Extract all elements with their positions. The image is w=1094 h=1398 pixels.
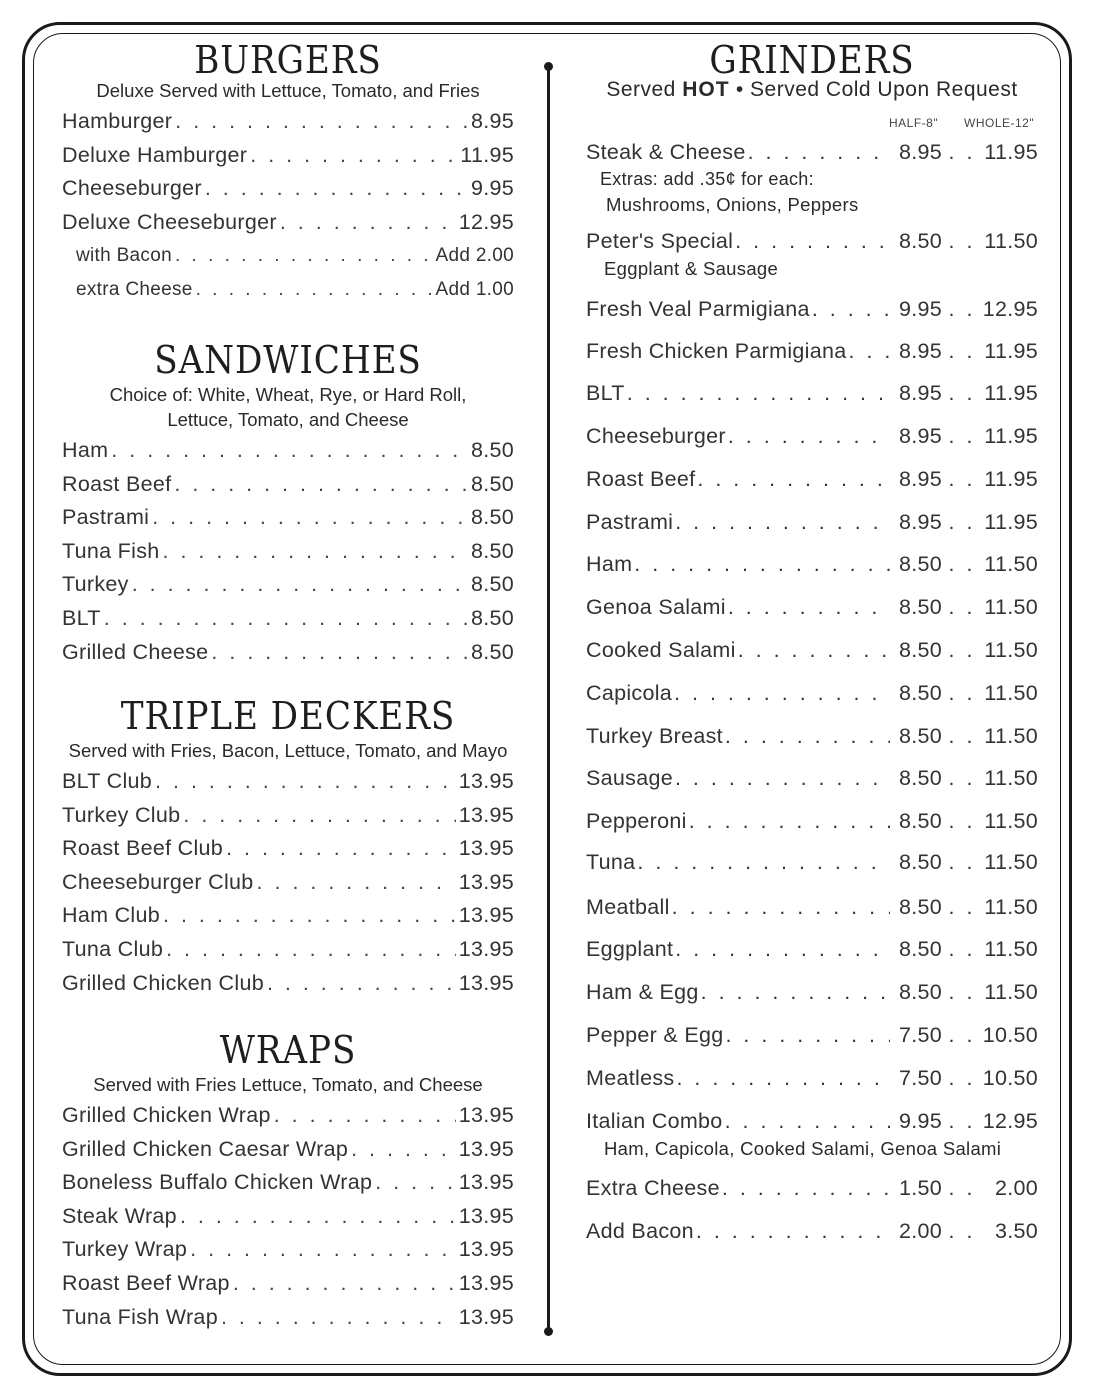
item-name: Roast Beef Wrap [62, 1270, 230, 1295]
grinder-item [586, 137, 1038, 217]
item-name: Grilled Chicken Caesar Wrap [62, 1136, 349, 1161]
separator-dots: . . [948, 552, 976, 576]
grinders-header [586, 38, 1038, 102]
leader-dots [166, 933, 456, 967]
whole-price: 12.95 [982, 1109, 1038, 1133]
leader-dots [250, 139, 457, 173]
item-price: 13.95 [458, 769, 514, 793]
half-price: 8.50 [898, 595, 942, 619]
item-name: Capicola [586, 681, 673, 705]
item-name: Cooked Salami [586, 638, 736, 662]
menu-item [62, 172, 514, 206]
leader-dots [174, 468, 468, 502]
leader-dots [725, 1106, 890, 1136]
separator-dots: . . [948, 1066, 976, 1090]
item-price: 13.95 [458, 1103, 514, 1127]
leader-dots [152, 501, 468, 535]
whole-price: 11.50 [984, 766, 1038, 790]
sandwiches-section [62, 338, 514, 669]
triple-deckers-section [62, 694, 514, 1000]
menu-item [62, 535, 514, 569]
separator-dots: . . [948, 766, 976, 790]
wraps-title: WRAPS [219, 1028, 357, 1072]
triple-deckers-subtitle: Served with Fries, Bacon, Lettuce, Tomato, and Mayo [68, 740, 508, 761]
grinder-item [586, 1063, 1038, 1093]
leader-dots [812, 294, 890, 324]
leader-dots [274, 1099, 456, 1133]
menu-item [62, 1099, 514, 1133]
item-name: Ham Club [62, 903, 160, 928]
leader-dots [674, 678, 890, 708]
separator-dots: . . [948, 467, 976, 491]
item-price: 8.50 [470, 471, 514, 496]
leader-dots [849, 336, 890, 366]
item-price: 8.95 [470, 109, 514, 133]
grinder-item [586, 892, 1038, 922]
half-price: 9.95 [898, 1109, 942, 1133]
leader-dots [155, 765, 456, 799]
menu-item [62, 434, 514, 468]
item-name: BLT [62, 605, 101, 630]
triple-deckers-list [62, 765, 514, 1000]
leader-dots [725, 1020, 890, 1050]
half-price: 1.50 [898, 1176, 942, 1200]
leader-dots [196, 273, 433, 307]
half-price: 7.50 [898, 1066, 942, 1090]
item-price: 8.50 [470, 605, 514, 630]
item-name: Grilled Cheese [62, 639, 209, 664]
leader-dots [267, 967, 456, 1001]
grinder-item [586, 378, 1038, 408]
separator-dots: . . [948, 937, 976, 961]
whole-price: 11.95 [984, 339, 1038, 363]
leader-dots [748, 137, 890, 167]
item-name: Peter's Special [586, 229, 734, 253]
leader-dots [676, 1063, 890, 1093]
grinders-subtitle-pre: Served [606, 78, 683, 101]
item-name: Cheeseburger [586, 424, 726, 448]
burgers-section [62, 38, 514, 307]
item-name: Roast Beef [62, 471, 172, 496]
grinder-item [586, 549, 1038, 579]
whole-price: 11.50 [984, 724, 1038, 748]
leader-dots [675, 934, 890, 964]
item-name: Grilled Chicken Wrap [62, 1103, 271, 1127]
whole-price: 10.50 [982, 1066, 1038, 1090]
half-price: 8.95 [898, 140, 942, 164]
item-name: Turkey Club [62, 802, 181, 827]
item-price: 8.50 [470, 438, 514, 462]
item-price: 8.50 [470, 639, 514, 664]
separator-dots: . . [948, 595, 976, 619]
half-price: 8.95 [898, 381, 942, 405]
item-name: Pastrami [586, 510, 674, 534]
leader-dots [634, 549, 890, 579]
item-price: 9.95 [470, 176, 514, 201]
grinders-subtitle-hot: HOT [682, 78, 730, 101]
item-note: Ham, Capicola, Cooked Salami, Genoa Salami [604, 1138, 1002, 1159]
item-name: Extra Cheese [586, 1176, 720, 1200]
leader-dots [675, 763, 890, 793]
item-name: BLT [586, 381, 625, 405]
whole-price: 2.00 [994, 1176, 1038, 1200]
menu-item [62, 568, 514, 602]
menu-item [62, 139, 514, 173]
item-price: Add 1.00 [435, 279, 514, 301]
half-price: 8.50 [898, 724, 942, 748]
item-price: 13.95 [458, 1304, 514, 1329]
item-price: 13.95 [458, 1237, 514, 1262]
separator-dots: . . [948, 381, 976, 405]
item-name: Meatball [586, 895, 670, 919]
leader-dots [104, 602, 468, 636]
half-price: 8.50 [898, 229, 942, 253]
sandwiches-title: SANDWICHES [154, 338, 422, 382]
leader-dots [351, 1133, 456, 1167]
item-name: BLT Club [62, 769, 153, 793]
item-name: Roast Beef [586, 467, 696, 491]
leader-dots [697, 464, 890, 494]
item-note: Eggplant & Sausage [604, 258, 779, 279]
leader-dots [722, 1173, 890, 1203]
separator-dots: . . [948, 1219, 976, 1243]
half-price: 8.95 [898, 510, 942, 534]
leader-dots [175, 239, 433, 273]
menu-item [62, 765, 514, 799]
half-price: 8.95 [898, 339, 942, 363]
separator-dots: . . [948, 1023, 976, 1047]
menu-item [62, 501, 514, 535]
half-price: 8.50 [898, 638, 942, 662]
sandwiches-subtitle-1: Choice of: White, Wheat, Rye, or Hard Roll, [109, 384, 467, 405]
item-name: Sausage [586, 766, 673, 790]
grinders-title: GRINDERS [709, 38, 915, 82]
separator-dots: . . [948, 510, 976, 534]
item-name: extra Cheese [76, 279, 193, 301]
menu-item [62, 636, 514, 670]
item-price: 13.95 [458, 1170, 514, 1195]
separator-dots: . . [948, 980, 976, 1004]
leader-dots [163, 535, 468, 569]
grinder-item [586, 635, 1038, 665]
item-price: 8.50 [470, 538, 514, 563]
grinder-item [586, 507, 1038, 537]
separator-dots: . . [948, 809, 976, 833]
leader-dots [175, 105, 468, 139]
grinder-item [586, 678, 1038, 708]
item-price: 13.95 [458, 1270, 514, 1295]
item-name: Deluxe Hamburger [62, 142, 248, 167]
item-name: Pastrami [62, 505, 150, 530]
menu-item [62, 206, 514, 240]
grinder-item [586, 977, 1038, 1007]
item-name: Fresh Chicken Parmigiana [586, 339, 847, 363]
item-name: Steak & Cheese [586, 140, 746, 164]
item-note: Extras: add .35¢ for each: [600, 169, 814, 189]
whole-price: 11.50 [984, 809, 1038, 833]
item-name: Fresh Veal Parmigiana [586, 297, 810, 321]
menu-item [62, 1133, 514, 1167]
grinder-item [586, 934, 1038, 964]
grinder-item [586, 1106, 1038, 1161]
separator-dots: . . [948, 724, 976, 748]
item-name: Turkey Wrap [62, 1237, 188, 1262]
leader-dots [221, 1301, 456, 1335]
item-name: Ham & Egg [586, 980, 699, 1004]
leader-dots [257, 866, 456, 900]
item-name: with Bacon [76, 245, 172, 267]
wraps-subtitle: Served with Fries Lettuce, Tomato, and Cheese [93, 1074, 483, 1095]
whole-price: 11.50 [984, 980, 1038, 1004]
grinder-item [586, 1216, 1038, 1246]
item-price: 12.95 [458, 209, 514, 234]
item-name: Turkey [62, 572, 129, 597]
item-name: Deluxe Cheeseburger [62, 209, 277, 234]
whole-price: 3.50 [994, 1219, 1038, 1243]
grinder-item [586, 294, 1038, 324]
item-name: Tuna Fish Wrap [62, 1304, 218, 1329]
separator-dots: . . [948, 1176, 976, 1200]
item-price: 13.95 [458, 903, 514, 928]
item-name: Ham [62, 438, 109, 462]
whole-price: 10.50 [982, 1023, 1038, 1047]
leader-dots [675, 507, 890, 537]
grinder-item [586, 763, 1038, 793]
item-name: Meatless [586, 1066, 675, 1090]
item-name: Cheeseburger [62, 176, 202, 201]
leader-dots [180, 1200, 456, 1234]
whole-price: 12.95 [982, 297, 1038, 321]
grinder-item [586, 1020, 1038, 1050]
separator-dots: . . [948, 1109, 976, 1133]
item-price: 13.95 [458, 1203, 514, 1228]
item-name: Hamburger [62, 109, 173, 133]
whole-price: 11.50 [984, 937, 1038, 961]
half-price: 8.50 [898, 681, 942, 705]
item-name: Eggplant [586, 937, 674, 961]
leader-dots [211, 636, 468, 670]
half-price: 8.50 [898, 850, 942, 874]
item-name: Add Bacon [586, 1219, 694, 1243]
burgers-subtitle: Deluxe Served with Lettuce, Tomato, and Fries [96, 80, 480, 101]
leader-dots [233, 1267, 456, 1301]
item-name: Genoa Salami [586, 595, 726, 619]
menu-item [62, 105, 514, 139]
menu-item [62, 832, 514, 866]
separator-dots: . . [948, 424, 976, 448]
item-price: 13.95 [458, 970, 514, 995]
whole-price: 11.50 [984, 552, 1038, 576]
leader-dots [205, 172, 468, 206]
grinder-item [586, 592, 1038, 622]
separator-dots: . . [948, 638, 976, 662]
size-half-label: HALF-8" [889, 116, 939, 130]
leader-dots [226, 832, 456, 866]
menu-item [62, 1200, 514, 1234]
grinder-item [586, 464, 1038, 494]
half-price: 8.50 [898, 809, 942, 833]
menu-item [62, 1267, 514, 1301]
separator-dots: . . [948, 140, 976, 164]
item-price: Add 2.00 [435, 245, 514, 267]
item-name: Grilled Chicken Club [62, 970, 264, 995]
whole-price: 11.95 [984, 424, 1038, 448]
grinders-subtitle-post: • Served Cold Upon Request [729, 78, 1018, 101]
item-name: Cheeseburger Club [62, 869, 254, 894]
leader-dots [132, 568, 468, 602]
leader-dots [728, 421, 890, 451]
whole-price: 11.95 [984, 140, 1038, 164]
item-name: Roast Beef Club [62, 836, 224, 861]
leader-dots [696, 1216, 890, 1246]
whole-price: 11.50 [984, 895, 1038, 919]
half-price: 2.00 [898, 1219, 942, 1243]
item-name: Boneless Buffalo Chicken Wrap [62, 1170, 373, 1195]
grinder-item [586, 226, 1038, 281]
item-price: 13.95 [458, 936, 514, 961]
item-price: 13.95 [458, 836, 514, 861]
half-price: 9.95 [898, 297, 942, 321]
grinder-item [586, 721, 1038, 751]
item-name: Tuna Fish [62, 538, 160, 563]
grinder-item [586, 806, 1038, 836]
whole-price: 11.95 [984, 467, 1038, 491]
separator-dots: . . [948, 681, 976, 705]
sandwiches-list [62, 434, 514, 669]
item-price: 13.95 [458, 869, 514, 894]
leader-dots [375, 1166, 455, 1200]
item-note-2: Mushrooms, Onions, Peppers [606, 194, 859, 215]
item-name: Tuna Club [62, 936, 164, 961]
item-price: 11.95 [460, 142, 514, 167]
wraps-section [62, 1028, 514, 1334]
menu-item [62, 602, 514, 636]
menu-item [62, 468, 514, 502]
menu-item [62, 239, 514, 273]
grinder-item [586, 1173, 1038, 1203]
menu-item [62, 1166, 514, 1200]
half-price: 8.95 [898, 467, 942, 491]
burgers-title: BURGERS [194, 38, 382, 82]
whole-price: 11.95 [984, 510, 1038, 534]
item-name: Italian Combo [586, 1109, 723, 1133]
half-price: 8.95 [898, 424, 942, 448]
leader-dots [280, 206, 456, 240]
column-divider [547, 66, 550, 1332]
menu-item [62, 899, 514, 933]
sandwiches-subtitle-2: Lettuce, Tomato, and Cheese [167, 409, 409, 430]
whole-price: 11.50 [984, 681, 1038, 705]
menu-item [62, 1301, 514, 1335]
item-price: 13.95 [458, 802, 514, 827]
item-price: 13.95 [458, 1136, 514, 1161]
burgers-list [62, 105, 514, 307]
separator-dots: . . [948, 850, 976, 874]
whole-price: 11.50 [984, 595, 1038, 619]
whole-price: 11.50 [984, 638, 1038, 662]
item-name: Pepper & Egg [586, 1023, 724, 1047]
leader-dots [637, 847, 890, 877]
whole-price: 11.95 [984, 381, 1038, 405]
item-price: 8.50 [470, 572, 514, 597]
menu-item [62, 799, 514, 833]
whole-price: 11.50 [984, 229, 1038, 253]
item-name: Pepperoni [586, 809, 687, 833]
leader-dots [672, 892, 890, 922]
half-price: 8.50 [898, 980, 942, 1004]
grinder-item [586, 847, 1038, 877]
separator-dots: . . [948, 229, 976, 253]
menu-item [62, 967, 514, 1001]
leader-dots [627, 378, 890, 408]
triple-deckers-title: TRIPLE DECKERS [120, 694, 456, 738]
item-name: Steak Wrap [62, 1203, 177, 1228]
leader-dots [738, 635, 890, 665]
separator-dots: . . [948, 895, 976, 919]
size-whole-label: WHOLE-12" [964, 116, 1035, 130]
leader-dots [689, 806, 890, 836]
leader-dots [183, 799, 455, 833]
grinder-item [586, 336, 1038, 366]
item-name: Turkey Breast [586, 724, 723, 748]
leader-dots [735, 226, 890, 256]
item-name: Tuna [586, 850, 636, 874]
leader-dots [190, 1233, 456, 1267]
leader-dots [728, 592, 890, 622]
wraps-list [62, 1099, 514, 1334]
separator-dots: . . [948, 297, 976, 321]
leader-dots [701, 977, 890, 1007]
half-price: 8.50 [898, 552, 942, 576]
half-price: 8.50 [898, 937, 942, 961]
leader-dots [163, 899, 456, 933]
leader-dots [111, 434, 468, 468]
separator-dots: . . [948, 339, 976, 363]
item-price: 8.50 [470, 505, 514, 530]
whole-price: 11.50 [984, 850, 1038, 874]
half-price: 8.50 [898, 895, 942, 919]
leader-dots [725, 721, 890, 751]
menu-item [62, 1233, 514, 1267]
menu-item [62, 866, 514, 900]
menu-item [62, 273, 514, 307]
half-price: 7.50 [898, 1023, 942, 1047]
half-price: 8.50 [898, 766, 942, 790]
menu-item [62, 933, 514, 967]
grinder-item [586, 421, 1038, 451]
item-name: Ham [586, 552, 633, 576]
